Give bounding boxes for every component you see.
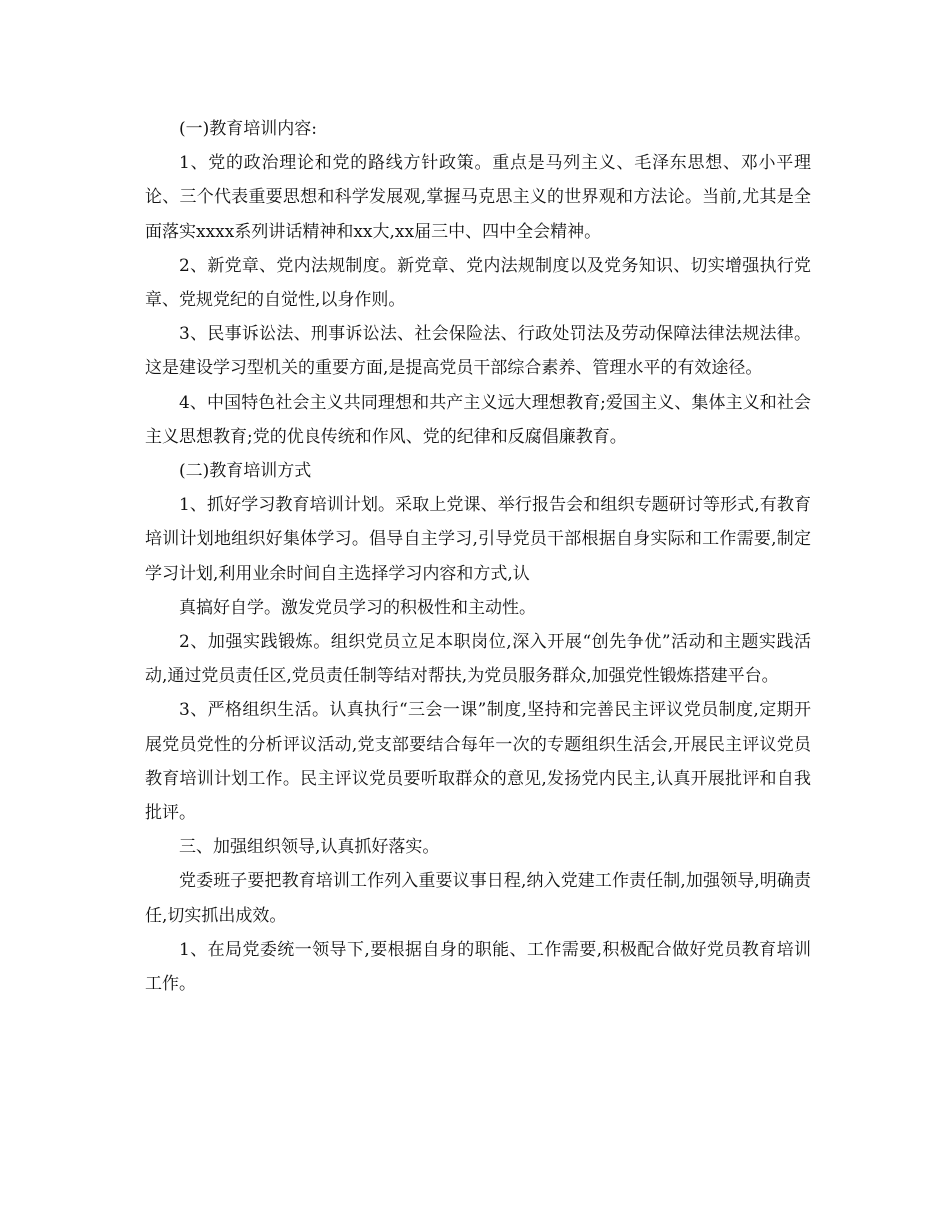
paragraph-study-plan-continued: 真搞好自学。激发党员学习的积极性和主动性。 xyxy=(179,597,536,618)
paragraph-ideals-education: 4、中国特色社会主义共同理想和共产主义远大理想教育;爱国主义、集体主义和社会主义思想教育;党的优良传统和作风、党的纪律和反腐倡廉教育。 xyxy=(145,392,811,447)
paragraph-political-theory: 1、党的政治理论和党的路线方针政策。重点是马列主义、毛泽东思想、邓小平理论、三个代表重要思想和科学发展观,掌握马克思主义的世界观和方法论。当前,尤其是全面落实xxxx系列讲话精神和xx大,xx届三中、四中全会精神。 xyxy=(145,153,811,242)
paragraph-laws: 3、民事诉讼法、刑事诉讼法、社会保险法、行政处罚法及劳动保障法律法规法律。这是建设学习型机关的重要方面,是提高党员干部综合素养、管理水平的有效途径。 xyxy=(145,324,811,379)
section-heading-leadership: 三、加强组织领导,认真抓好落实。 xyxy=(179,837,440,858)
paragraph-committee: 党委班子要把教育培训工作列入重要议事日程,纳入党建工作责任制,加强领导,明确责任,切实抓出成效。 xyxy=(145,871,811,926)
paragraph-study-plan: 1、抓好学习教育培训计划。采取上党课、举行报告会和组织专题研讨等形式,有教育培训计划地组织好集体学习。倡导自主学习,引导党员干部根据自身实际和工作需要,制定学习计划,利用业余时间自主选择学习内容和方式,认 xyxy=(145,495,811,584)
section-heading-training-content: (一)教育培训内容: xyxy=(179,119,317,139)
paragraph-party-constitution: 2、新党章、党内法规制度。新党章、党内法规制度以及党务知识、切实增强执行党章、党规党纪的自觉性,以身作则。 xyxy=(145,255,811,311)
document-body xyxy=(145,112,811,1001)
paragraph-practice: 2、加强实践锻炼。组织党员立足本职岗位,深入开展“创先争优”活动和主题实践活动,通过党员责任区,党员责任制等结对帮扶,为党员服务群众,加强党性锻炼搭建平台。 xyxy=(145,632,811,687)
paragraph-organizational-life: 3、严格组织生活。认真执行“三会一课”制度,坚持和完善民主评议党员制度,定期开展党员党性的分析评议活动,党支部要结合每年一次的专题组织生活会,开展民主评议党员教育培训计划工作。民主评议党员要听取群众的意见,发扬党内民主,认真开展批评和自我批评。 xyxy=(145,700,811,824)
paragraph-unified-leadership: 1、在局党委统一领导下,要根据自身的职能、工作需要,积极配合做好党员教育培训工作。 xyxy=(145,939,811,995)
section-heading-training-methods: (二)教育培训方式 xyxy=(179,461,312,482)
